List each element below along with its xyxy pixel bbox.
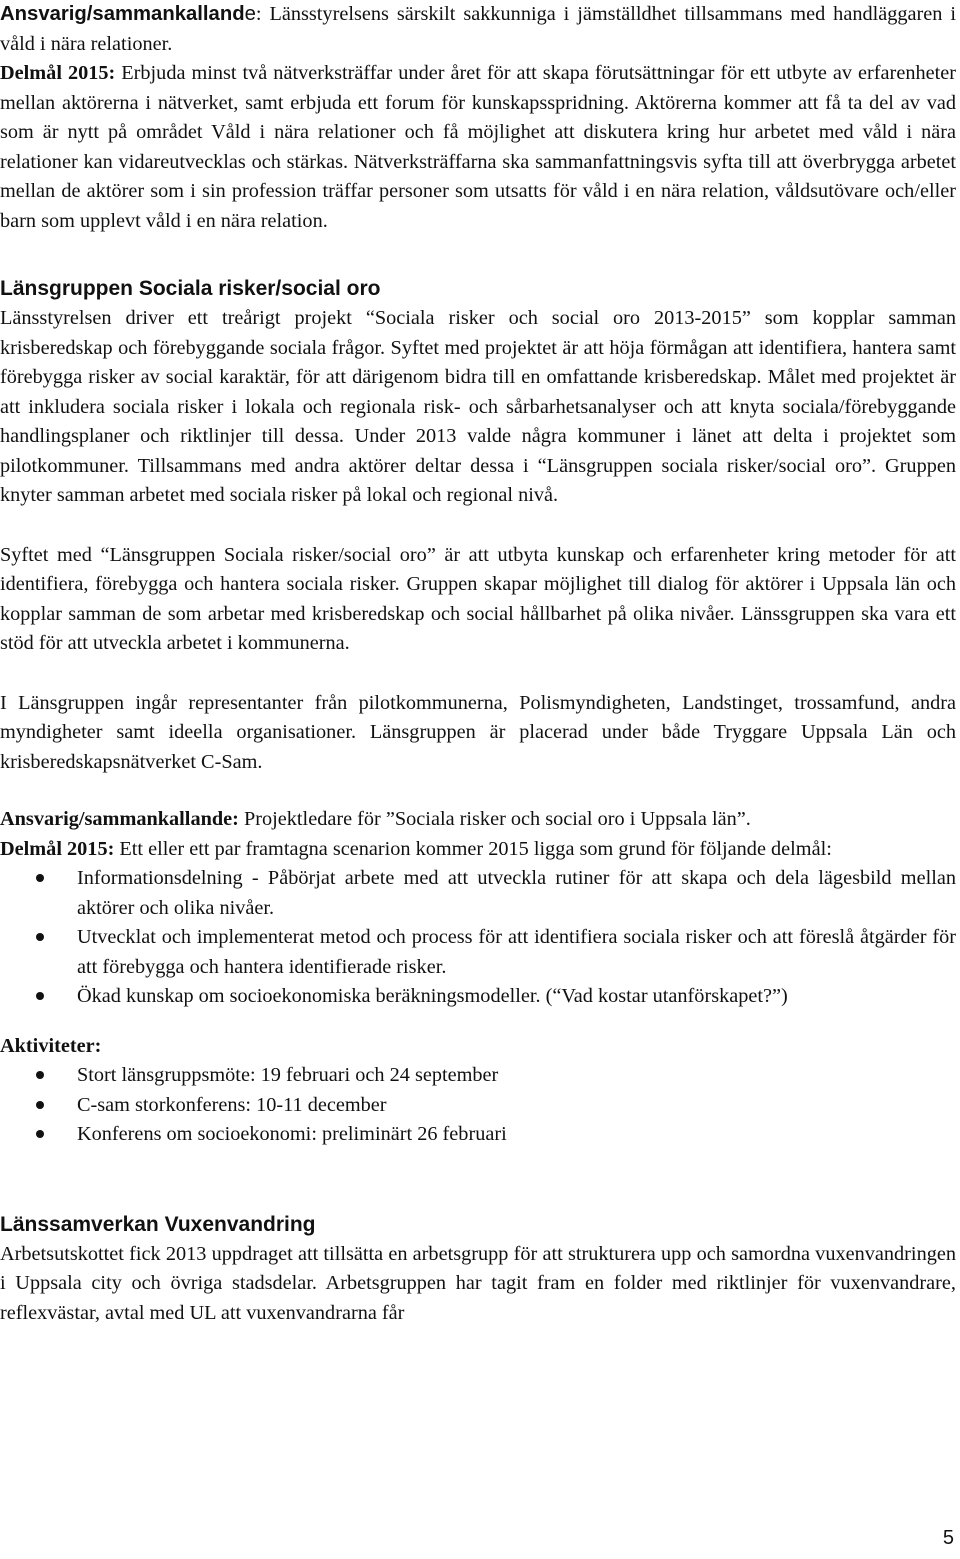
goal-list [0, 864, 956, 1012]
social-para-3: I Länsgruppen ingår representanter från pilotkommunerna, Polismyndigheten, Landstinget, trossamfund, andra myndigheter samt ideella organisationer. Länsgruppen är placerad under både Tryggare Uppsala Län och krisberedskapsnätverket C-Sam. [0, 691, 956, 773]
bullet-icon [36, 874, 44, 882]
list-item: Ökad kunskap om socioekonomiska beräkningsmodeller. (“Vad kostar utanförskapet?”) [0, 982, 956, 1012]
bullet-icon [36, 933, 44, 941]
social-goal [0, 835, 956, 865]
list-item: Utvecklat och implementerat metod och process för att identifiera sociala risker och att föreslå åtgärder för att förebygga och hantera identifierade risker. [0, 923, 956, 982]
social-para-2: Syftet med “Länsgruppen Sociala risker/social oro” är att utbyta kunskap och erfarenheter kring metoder för att identifiera, förebygga och hantera sociala risker. Gruppen skapar möjlighet till dialog för aktörer i Uppsala län och kopplar samman de som arbetar med krisberedskap och social hållbarhet på olika nivåer. Länssgruppen ska vara ett stöd för att utveckla arbetet i kommunerna. [0, 543, 956, 654]
social-responsible-label: Ansvarig/sammankallande: [0, 808, 239, 830]
bullet-icon [36, 1071, 44, 1079]
bullet-icon [36, 1101, 44, 1109]
responsible-label: Ansvarig/sammankalland [0, 3, 245, 25]
heading-social-risks: Länsgruppen Sociala risker/social oro [0, 277, 381, 300]
activities-label: Aktiviteter: [0, 1034, 102, 1057]
bullet-icon [36, 992, 44, 1000]
list-item: Stort länsgruppsmöte: 19 februari och 24 september [0, 1061, 956, 1091]
responsible-label-tail: e [244, 3, 256, 25]
responsible-paragraph [0, 0, 956, 59]
goal-text-1: Erbjuda minst två nätverksträffar under året för att skapa förutsättningar för ett utbyte av erfarenheter mellan aktörerna i nätverket, samt erbjuda ett forum för kunskapsspridning. [0, 62, 956, 114]
social-responsible [0, 805, 956, 835]
social-para-1: Länsstyrelsen driver ett treårigt projekt “Sociala risker och social oro 2013-2015” som kopplar samman krisberedskap och förebyggande sociala frågor. Syftet med projektet är att höja förmågan att identifiera, hantera samt förebygga risker av social karaktär, för att därigenom bidra till en omfattande krisberedskap. Målet med projektet är att inkludera sociala risker i lokala och regionala risk- och sårbarhetsanalyser och att knyta sociala/förebyggande handlingsplaner och riktlinjer till dessa. Under 2013 valde några kommuner i länet att delta i projektet som pilotkommuner. Tillsammans med andra aktörer deltar dessa i “Länsgruppen sociala risker/social oro”. Gruppen knyter samman arbetet med sociala risker på lokal och regional nivå. [0, 307, 956, 506]
list-item: Informationsdelning - Påbörjat arbete med att utveckla rutiner för att skapa och dela lägesbild mellan aktörer och olika nivåer. [0, 864, 956, 923]
social-responsible-text: Projektledare för ”Sociala risker och social oro i Uppsala län”. [238, 808, 751, 830]
list-item: C-sam storkonferens: 10-11 december [0, 1091, 956, 1121]
goal-text-3: Nätverksträffarna ska sammanfattningsvis syfta till att överbrygga arbetet mellan de aktörer som i sin profession träffar personer som utsatts för våld i en nära relation, våldsutövare och/eller barn som upplevt våld i en nära relation. [0, 150, 956, 232]
goal-label: Delmål 2015: [0, 62, 116, 84]
bullet-icon [36, 1130, 44, 1138]
goal-text-2: Aktörerna kommer att få ta del av vad som är nytt på området Våld i nära relationer och få möjlighet att diskutera kring hur arbetet med våld i nära relationer kan vidareutvecklas och stärkas. [0, 91, 956, 173]
social-goal-text: Ett eller ett par framtagna scenarion kommer 2015 ligga som grund för följande delmål: [114, 837, 832, 860]
social-goal-label: Delmål 2015: [0, 837, 115, 860]
page-number: 5 [942, 1526, 954, 1549]
responsible-text: : Länsstyrelsens särskilt sakkunniga i jämställdhet tillsammans med handläggaren i våld i nära relationer. [0, 3, 956, 55]
list-item: Konferens om socioekonomi: preliminärt 26 februari [0, 1120, 956, 1150]
heading-vuxenvandring: Länssamverkan Vuxenvandring [0, 1212, 316, 1236]
goal-paragraph [0, 59, 956, 236]
vuxen-para-1: Arbetsutskottet fick 2013 uppdraget att tillsätta en arbetsgrupp för att strukturera upp och samordna vuxenvandringen i Uppsala city och övriga stadsdelar. Arbetsgruppen har tagit fram en folder med riktlinjer för vuxenvandrare, reflexvästar, avtal med UL att vuxenvandrarna får [0, 1242, 956, 1324]
activities-list [0, 1061, 956, 1150]
